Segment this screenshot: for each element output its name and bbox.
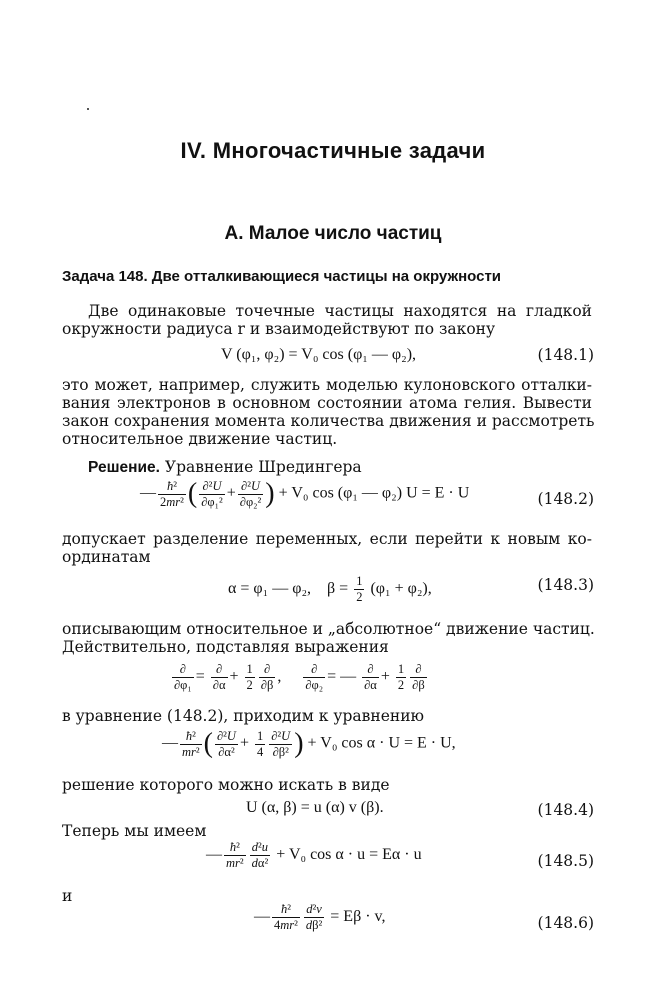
chapter-title: IV. Многочастичные задачи	[180, 138, 486, 163]
equation-148-6-tail: = Eβ · v,	[330, 908, 386, 926]
equation-148-5-tail: + V₀ cos α · u = Eα · u	[276, 846, 422, 864]
intro-line-1: Две одинаковые точечные частицы находятся на гладкой	[88, 302, 592, 320]
para-line: Действительно, подставляя выражения	[62, 638, 389, 656]
para-line: в уравнение (148.2), приходим к уравнению	[62, 707, 425, 725]
para-line: Теперь мы имеем	[62, 822, 207, 840]
solution-text: Уравнение Шредингера	[159, 458, 362, 476]
para-line: допускает разделение переменных, если перейти к новым ко-	[62, 530, 592, 548]
solution-label: Решение.	[88, 459, 160, 476]
equation-148-6: — $\frac{\text{ħ²}}{\text{4mr²}}$ $\frac{\text{d²v}}{\text{dβ²}}$ = Eβ · v,	[254, 902, 386, 932]
equation-148-4: U (α, β) = u (α) v (β).	[246, 799, 384, 816]
section-title: А. Малое число частиц	[224, 223, 442, 244]
para-line: это может, например, служить моделью кулоновского отталки-	[62, 376, 592, 394]
equation-148-2: — $\frac{\text{ħ²}}{\text{2mr²}}$ ( $\frac{\text{∂²U}}{\text{∂φ₁²}}$ + $\frac{\text{∂²U}}{\text{∂φ₂²}}$ ) + V₀ cos (φ₁ — φ₂) U = E · U	[140, 478, 470, 509]
substitution-expressions: $\frac{\partial}{\text{∂φ₁}}$ = $\frac{\partial}{\partial\alpha}$ + $\frac{1}{2}$ $\frac{\partial}{\partial\beta}$ , $\frac{\partial}{\text{∂φ₂}}$ = — $\frac{\partial}{\partial\alpha}$ + $\frac{1}{2}$ $\frac{\partial}{\partial\beta}$	[174, 662, 425, 692]
eq-number-148-1: (148.1)	[537, 346, 594, 364]
para-line: закон сохранения момента количества движения и рассмотреть	[62, 412, 595, 430]
problem-title: Задача 148. Две отталкивающиеся частицы на окружности	[62, 268, 502, 285]
para-line: и	[62, 887, 73, 905]
equation-148-2-tail: + V₀ cos (φ₁ — φ₂) U = E · U	[278, 484, 470, 502]
equation-148-1: V (φ₁, φ₂) = V₀ cos (φ₁ — φ₂),	[221, 346, 417, 363]
equation-separated-tail: + V₀ cos α · U = E · U,	[307, 734, 456, 752]
eq-number-148-3: (148.3)	[537, 576, 594, 594]
equation-148-5: — $\frac{\text{ħ²}}{\text{mr²}}$ $\frac{\text{d²u}}{\text{dα²}}$ + V₀ cos α · u = Eα · u	[206, 840, 422, 870]
eq-number-148-2: (148.2)	[537, 490, 594, 508]
page-speck	[87, 108, 89, 110]
intro-line-2: окружности радиуса r и взаимодействуют по закону	[62, 320, 496, 338]
equation-separated: — $\frac{\text{ħ²}}{\text{mr²}}$ ( $\frac{\text{∂²U}}{\text{∂α²}}$ + $\frac{1}{4}$ $\frac{\text{∂²U}}{\text{∂β²}}$ ) + V₀ cos α · U = E · U,	[162, 728, 456, 759]
eq-number-148-5: (148.5)	[537, 852, 594, 870]
para-line: решение которого можно искать в виде	[62, 776, 390, 794]
eq-number-148-6: (148.6)	[537, 914, 594, 932]
equation-148-3-beta: β =	[327, 580, 349, 598]
eq-number-148-4: (148.4)	[537, 801, 594, 819]
solution-heading	[88, 458, 362, 477]
para-line: ординатам	[62, 548, 151, 566]
para-line: относительное движение частиц.	[62, 430, 338, 448]
equation-148-3-alpha: α = φ₁ — φ₂,	[228, 580, 312, 598]
equation-148-3: α = φ₁ — φ₂, β = $\frac{1}{2}$ (φ₁ + φ₂),	[228, 574, 432, 604]
para-line: описывающим относительное и „абсолютное“ движение частиц.	[62, 620, 595, 638]
equation-148-3-beta-rhs: (φ₁ + φ₂),	[370, 580, 432, 598]
para-line: вания электронов в основном состоянии атома гелия. Вывести	[62, 394, 592, 412]
